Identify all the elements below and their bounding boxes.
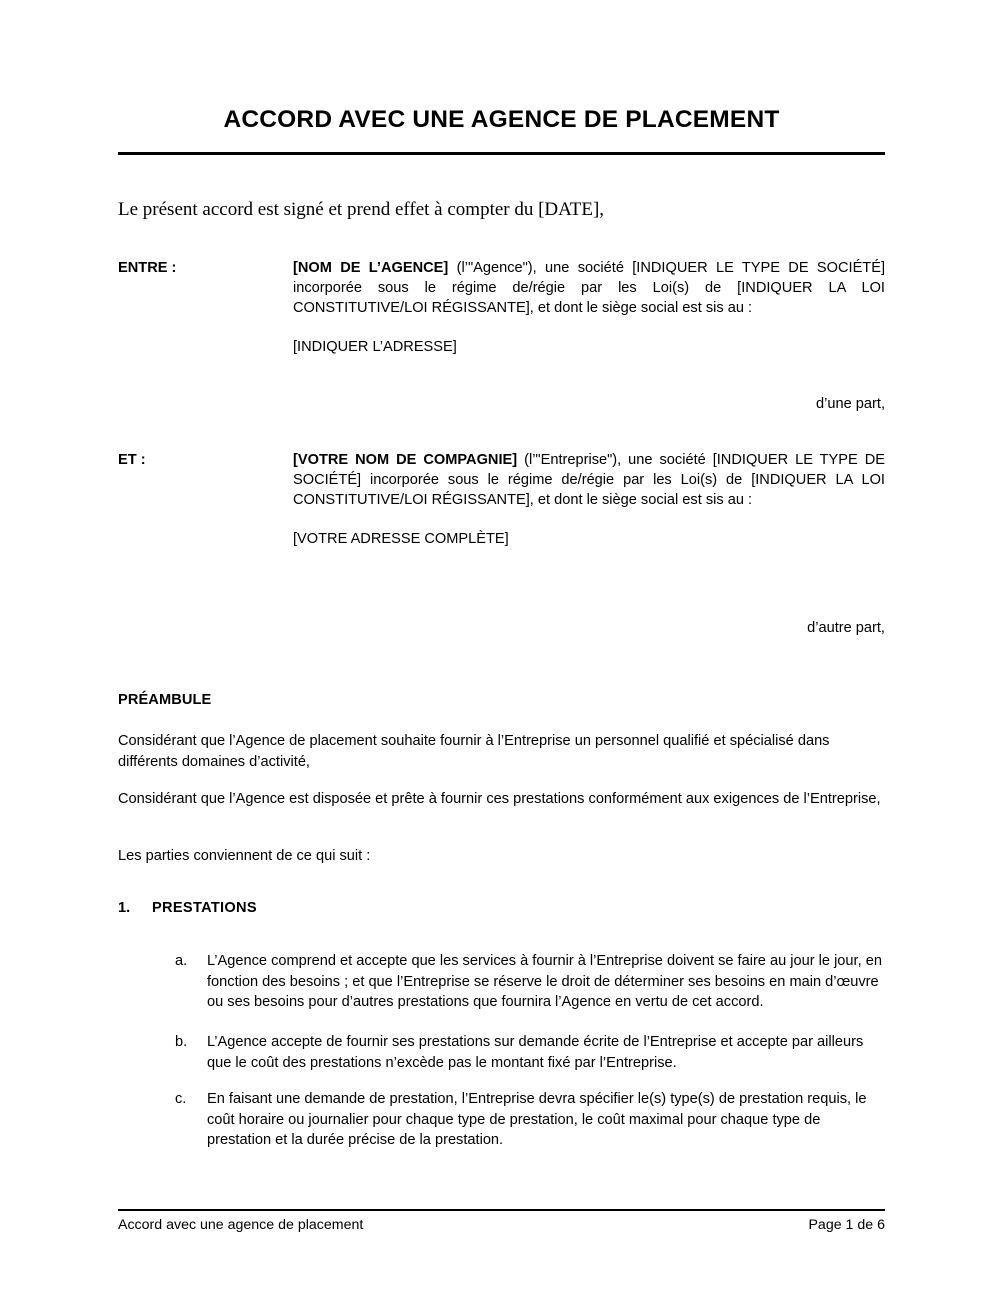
list-item	[175, 951, 885, 1013]
list-item-text-a: L’Agence comprend et accepte que les services à fournir à l’Entreprise doivent se faire au jour le jour, en fonction des besoins ; et que l’Entreprise se réserve le droit de déterminer ses besoins en main d’œuvre ou ses besoins pour d’autres prestations que fournira l’Agence en vertu de cet accord.	[207, 953, 882, 1011]
preamble-heading: PRÉAMBULE	[118, 692, 212, 708]
clause-title-prestations: PRESTATIONS	[152, 900, 257, 916]
agency-address-placeholder: [INDIQUER L’ADRESSE]	[293, 339, 457, 356]
list-marker-a: a.	[175, 953, 188, 969]
page-title: ACCORD AVEC UNE AGENCE DE PLACEMENT	[223, 106, 780, 133]
footer-divider	[118, 1209, 885, 1211]
party-block-agency	[118, 258, 885, 358]
list-marker-b: b.	[175, 1034, 188, 1050]
agency-name-placeholder: [NOM DE L’AGENCE]	[293, 260, 449, 276]
party-side-first: d’une part,	[816, 396, 885, 412]
party-label-et: ET :	[118, 452, 146, 468]
footer-page-number: Page 1 de 6	[808, 1217, 885, 1233]
page-footer	[118, 1217, 885, 1233]
party-description-company	[293, 450, 885, 510]
clause-number-1: 1.	[118, 900, 131, 916]
effective-date-line: Le présent accord est signé et prend effet à compter du [DATE],	[118, 199, 605, 220]
company-address-placeholder: [VOTRE ADRESSE COMPLÈTE]	[293, 531, 509, 548]
list-item-text-b: L’Agence accepte de fournir ses prestations sur demande écrite de l’Entreprise et accepte par ailleurs que le coût des prestations n’excède pas le montant fixé par l’Entreprise.	[207, 1034, 864, 1071]
preamble-paragraph-2: Considérant que l’Agence est disposée et prête à fournir ces prestations conformément aux exigences de l’Entreprise,	[118, 791, 881, 807]
party-side-second: d’autre part,	[807, 620, 885, 636]
list-marker-c: c.	[175, 1091, 187, 1107]
list-item-text-c: En faisant une demande de prestation, l’Entreprise devra spécifier le(s) type(s) de prestation requis, le coût horaire ou journalier pour chaque type de prestation, le coût maximal pour chaque type de prestation et la durée précise de la prestation.	[207, 1091, 867, 1149]
list-item	[175, 1089, 885, 1151]
company-name-placeholder: [VOTRE NOM DE COMPAGNIE]	[293, 452, 518, 468]
agency-description-text: (l’"Agence"), une société [INDIQUER LE TYPE DE SOCIÉTÉ] incorporée sous le régime de/régie par les Loi(s) de [INDIQUER LA LOI CONSTITUTIVE/LOI RÉGISSANTE], et dont le siège social est sis au :	[293, 260, 886, 317]
list-item	[175, 1032, 885, 1073]
footer-document-name: Accord avec une agence de placement	[118, 1217, 364, 1233]
preamble-paragraph-3: Les parties conviennent de ce qui suit :	[118, 848, 371, 864]
party-block-company	[118, 450, 885, 550]
preamble-paragraph-1: Considérant que l’Agence de placement souhaite fournir à l’Entreprise un personnel qualifié et spécialisé dans différents domaines d’activité,	[118, 733, 830, 770]
party-description-agency	[293, 258, 885, 318]
company-description-text: (l’"Entreprise"), une société [INDIQUER LE TYPE DE SOCIÉTÉ] incorporée sous le régime de/régie par les Loi(s) de [INDIQUER LA LOI CONSTITUTIVE/LOI RÉGISSANTE], et dont le siège social est sis au :	[293, 452, 885, 509]
party-label-entre: ENTRE :	[118, 260, 177, 276]
title-divider	[118, 152, 885, 155]
